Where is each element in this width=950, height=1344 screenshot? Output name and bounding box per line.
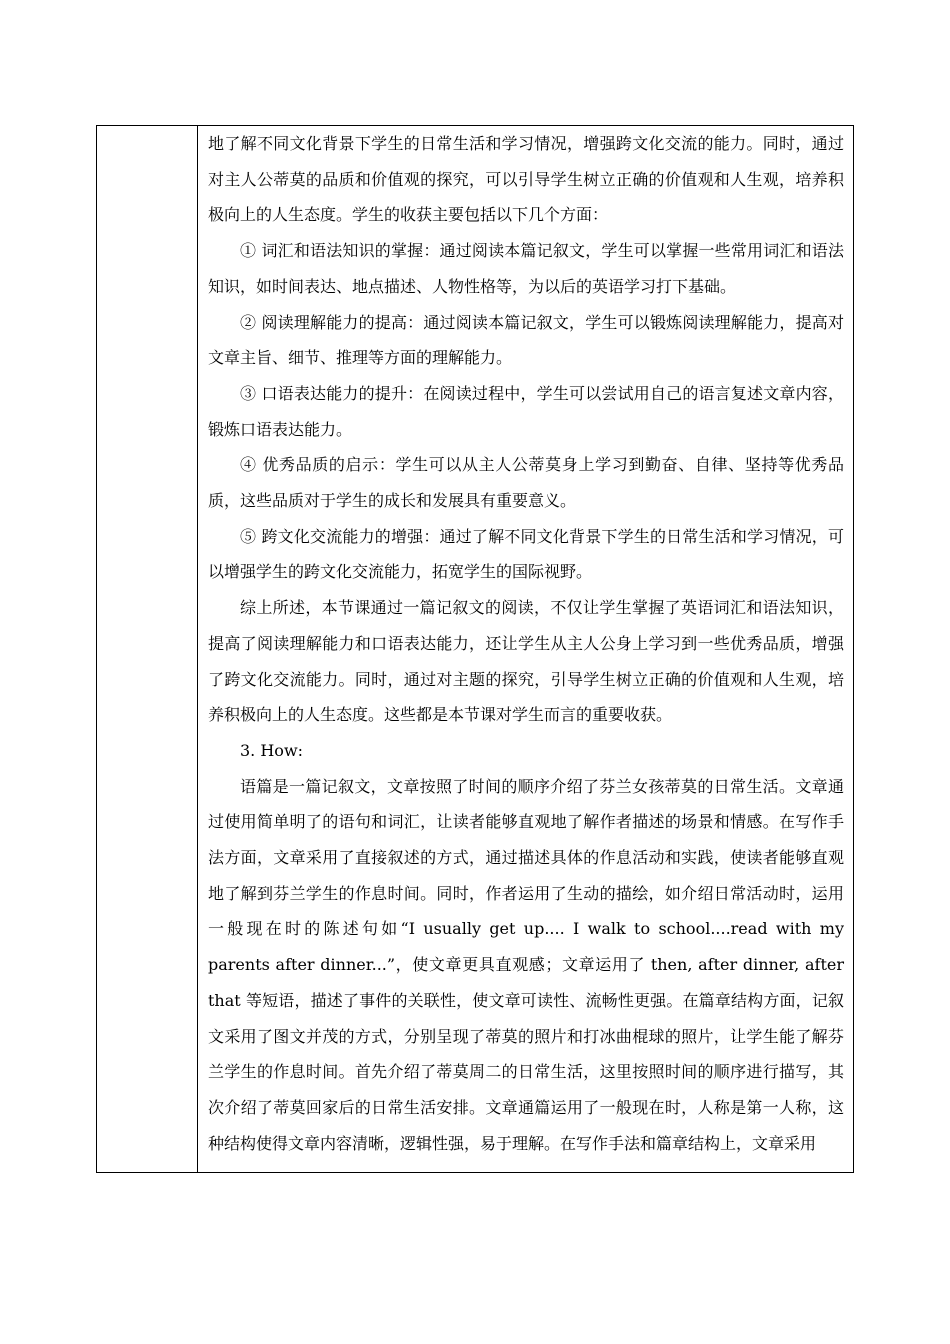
paragraph-item-5: ⑤ 跨文化交流能力的增强：通过了解不同文化背景下学生的日常生活和学习情况，可以增强学生的跨文化交流能力，拓宽学生的国际视野。 xyxy=(208,526,844,582)
paragraph-item-2: ② 阅读理解能力的提高：通过阅读本篇记叙文，学生可以锻炼阅读理解能力，提高对文章主旨、细节、推理等方面的理解能力。 xyxy=(208,312,844,368)
paragraph-how-body: 语篇是一篇记叙文，文章按照了时间的顺序介绍了芬兰女孩蒂莫的日常生活。文章通过使用简单明了的语句和词汇，让读者能够直观地了解作者描述的场景和情感。在写作手法方面，文章采用了直接叙述的方式，通过描述具体的作息活动和实践，使读者能够直观地了解到芬兰学生的作息时间。同时，作者运用了生动的描绘，如介绍日常活动时，运用一般现在时的陈述句如“I usually get up.... I walk to school....read with my parents after dinner...”，使文章更具直观感；文章运用了 then, after dinner, after that 等短语，描述了事件的关联性，使文章可读性、流畅性更强。在篇章结构方面，记叙文采用了图文并茂的方式，分别呈现了蒂莫的照片和打冰曲棍球的照片，让学生能了解芬兰学生的作息时间。首先介绍了蒂莫周二的日常生活，这里按照时间的顺序进行描写，其次介绍了蒂莫回家后的日常生活安排。文章通篇运用了一般现在时，人称是第一人称，这种结构使得文章内容清晰，逻辑性强，易于理解。在写作手法和篇章结构上，文章采用 xyxy=(208,776,844,1153)
paragraph-intro: 地了解不同文化背景下学生的日常生活和学习情况，增强跨文化交流的能力。同时，通过对主人公蒂莫的品质和价值观的探究，可以引导学生树立正确的价值观和人生观，培养积极向上的人生态度。学生的收获主要包括以下几个方面： xyxy=(208,134,844,225)
paragraph-summary: 综上所述，本节课通过一篇记叙文的阅读，不仅让学生掌握了英语词汇和语法知识，提高了阅读理解能力和口语表达能力，还让学生从主人公身上学习到一些优秀品质，增强了跨文化交流能力。同时，通过对主题的探究，引导学生树立正确的价值观和人生观，培养积极向上的人生态度。这些都是本节课对学生而言的重要收获。 xyxy=(208,598,844,725)
left-column-cell xyxy=(97,126,198,1172)
content-table xyxy=(96,125,854,1173)
section-heading-how: 3. How: xyxy=(240,740,304,760)
paragraph-item-3: ③ 口语表达能力的提升：在阅读过程中，学生可以尝试用自己的语言复述文章内容，锻炼口语表达能力。 xyxy=(208,383,844,439)
right-column-cell xyxy=(198,126,853,1172)
paragraph-item-4: ④ 优秀品质的启示：学生可以从主人公蒂莫身上学习到勤奋、自律、坚持等优秀品质，这些品质对于学生的成长和发展具有重要意义。 xyxy=(208,455,844,511)
paragraph-item-1: ① 词汇和语法知识的掌握：通过阅读本篇记叙文，学生可以掌握一些常用词汇和语法知识，如时间表达、地点描述、人物性格等，为以后的英语学习打下基础。 xyxy=(208,241,844,296)
